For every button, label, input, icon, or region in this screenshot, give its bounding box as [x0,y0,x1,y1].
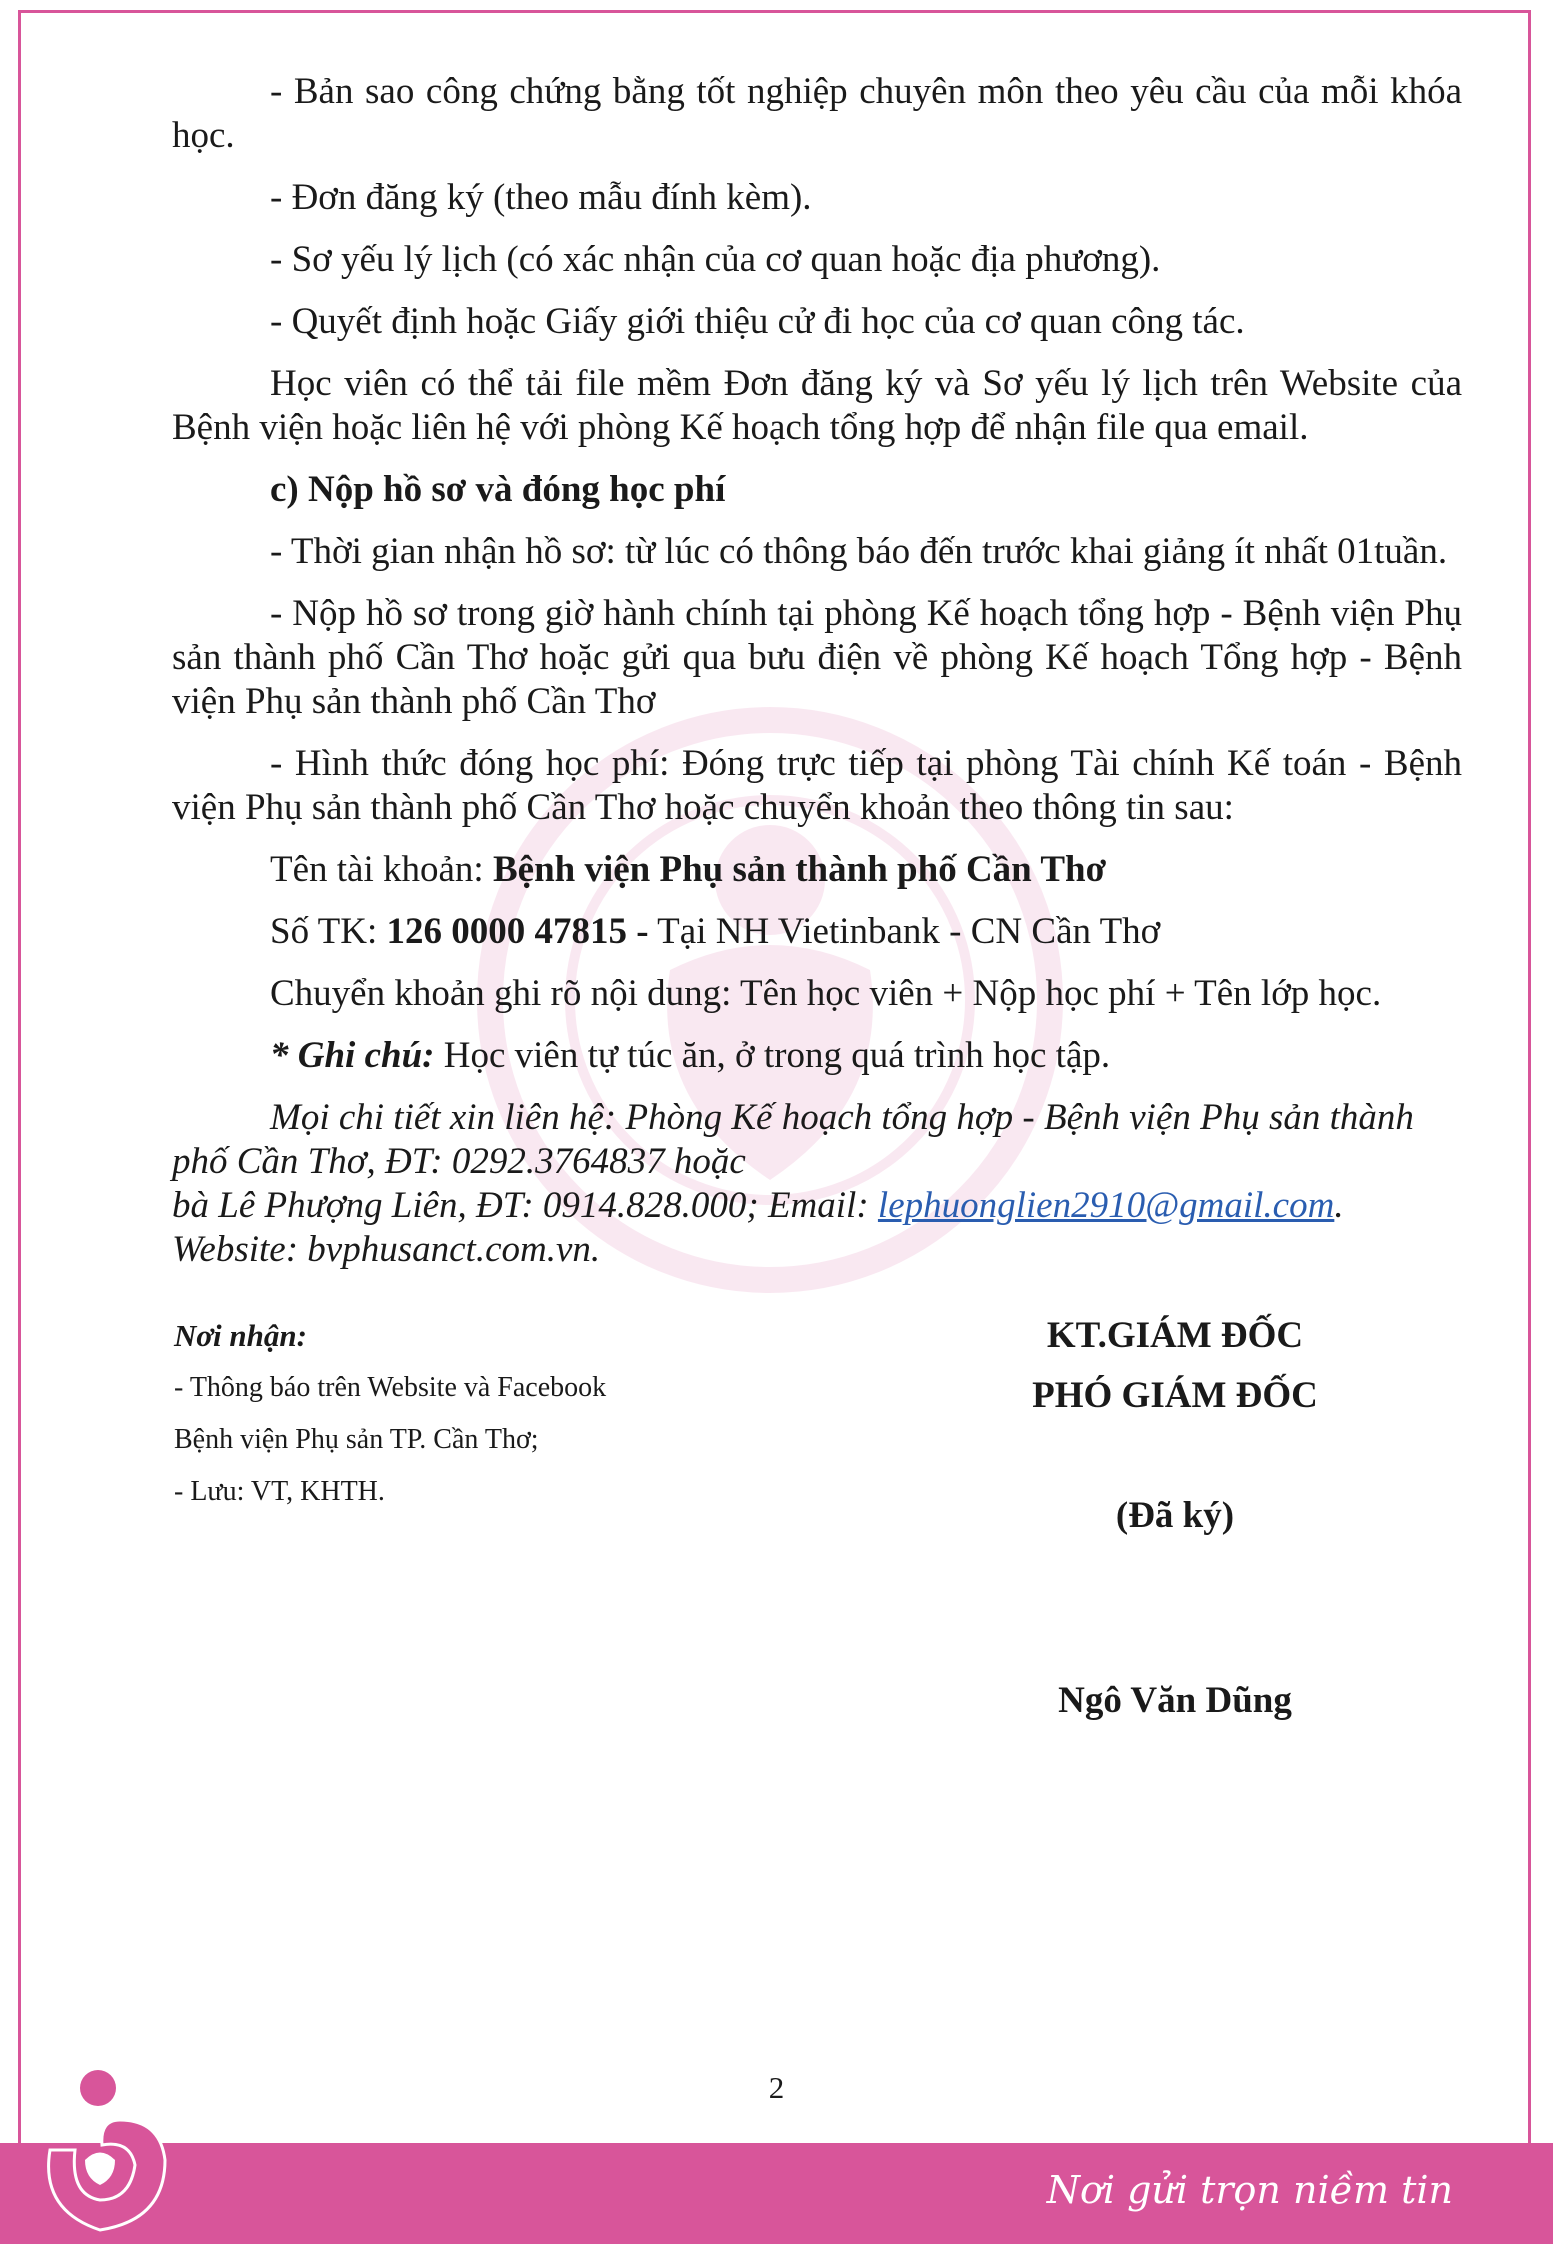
note-line: * Ghi chú: Học viên tự túc ăn, ở trong quá trình học tập. [270,1035,1111,1076]
recipients-title: Nơi nhận: [174,1318,307,1353]
contact-email-link[interactable]: lephuonglien2910@gmail.com [877,1185,1335,1226]
page-number: 2 [768,2070,785,2105]
requirement-decision: - Quyết định hoặc Giấy giới thiệu cử đi học của cơ quan công tác. [270,301,1245,342]
recipient-line: - Thông báo trên Website và Facebook [174,1372,607,1403]
account-name-line: Tên tài khoản: Bệnh viện Phụ sản thành phố Cần Thơ [270,849,1107,890]
signer-position: PHÓ GIÁM ĐỐC [1032,1375,1318,1416]
recipient-line: Bệnh viện Phụ sản TP. Cần Thơ; [174,1424,539,1455]
transfer-content-line: Chuyển khoản ghi rõ nội dung: Tên học viên + Nộp học phí + Tên lớp học. [270,973,1382,1014]
signer-title: KT.GIÁM ĐỐC [1046,1315,1304,1356]
requirement-diploma: - Bản sao công chứng bằng tốt nghiệp chuyên môn theo yêu cầu của mỗi khóa học. [172,71,1462,156]
account-number-line: Số TK: 126 0000 47815 - Tại NH Vietinbank - CN Cần Thơ [270,911,1161,952]
document-body [172,70,1462,1272]
footer-slogan: Nơi gửi trọn niềm tin [1046,2168,1453,2212]
signed-mark: (Đã ký) [1115,1495,1235,1536]
fee-payment: - Hình thức đóng học phí: Đóng trực tiếp tại phòng Tài chính Kế toán - Bệnh viện Phụ sản thành phố Cần Thơ hoặc chuyển khoản theo thông tin sau: [172,743,1462,828]
signer-name: Ngô Văn Dũng [1058,1680,1292,1721]
contact-info: Mọi chi tiết xin liên hệ: Phòng Kế hoạch tổng hợp - Bệnh viện Phụ sản thành phố Cần Thơ, ĐT: 0292.3764837 hoặc bà Lê Phượng Liên, ĐT: 0914.828.000; Email: lephuonglien2910@gmail.com. Website: bvphusanct.com.vn. [172,1097,1414,1270]
hospital-logo-icon [30,2060,180,2240]
submission-time: - Thời gian nhận hồ sơ: từ lúc có thông báo đến trước khai giảng ít nhất 01tuần. [270,531,1448,572]
requirement-cv: - Sơ yếu lý lịch (có xác nhận của cơ quan hoặc địa phương). [270,239,1161,280]
signature-block [990,1306,1360,1731]
download-note: Học viên có thể tải file mềm Đơn đăng ký và Sơ yếu lý lịch trên Website của Bệnh viện hoặc liên hệ với phòng Kế hoạch tổng hợp để nhận file qua email. [172,363,1462,448]
recipients-block [174,1310,734,1518]
submission-location: - Nộp hồ sơ trong giờ hành chính tại phòng Kế hoạch tổng hợp - Bệnh viện Phụ sản thành phố Cần Thơ hoặc gửi qua bưu điện về phòng Kế hoạch Tổng hợp - Bệnh viện Phụ sản thành phố Cần Thơ [172,593,1462,722]
recipient-line: - Lưu: VT, KHTH. [174,1476,385,1507]
requirement-form: - Đơn đăng ký (theo mẫu đính kèm). [270,177,812,218]
section-heading-c: c) Nộp hồ sơ và đóng học phí [270,469,726,510]
